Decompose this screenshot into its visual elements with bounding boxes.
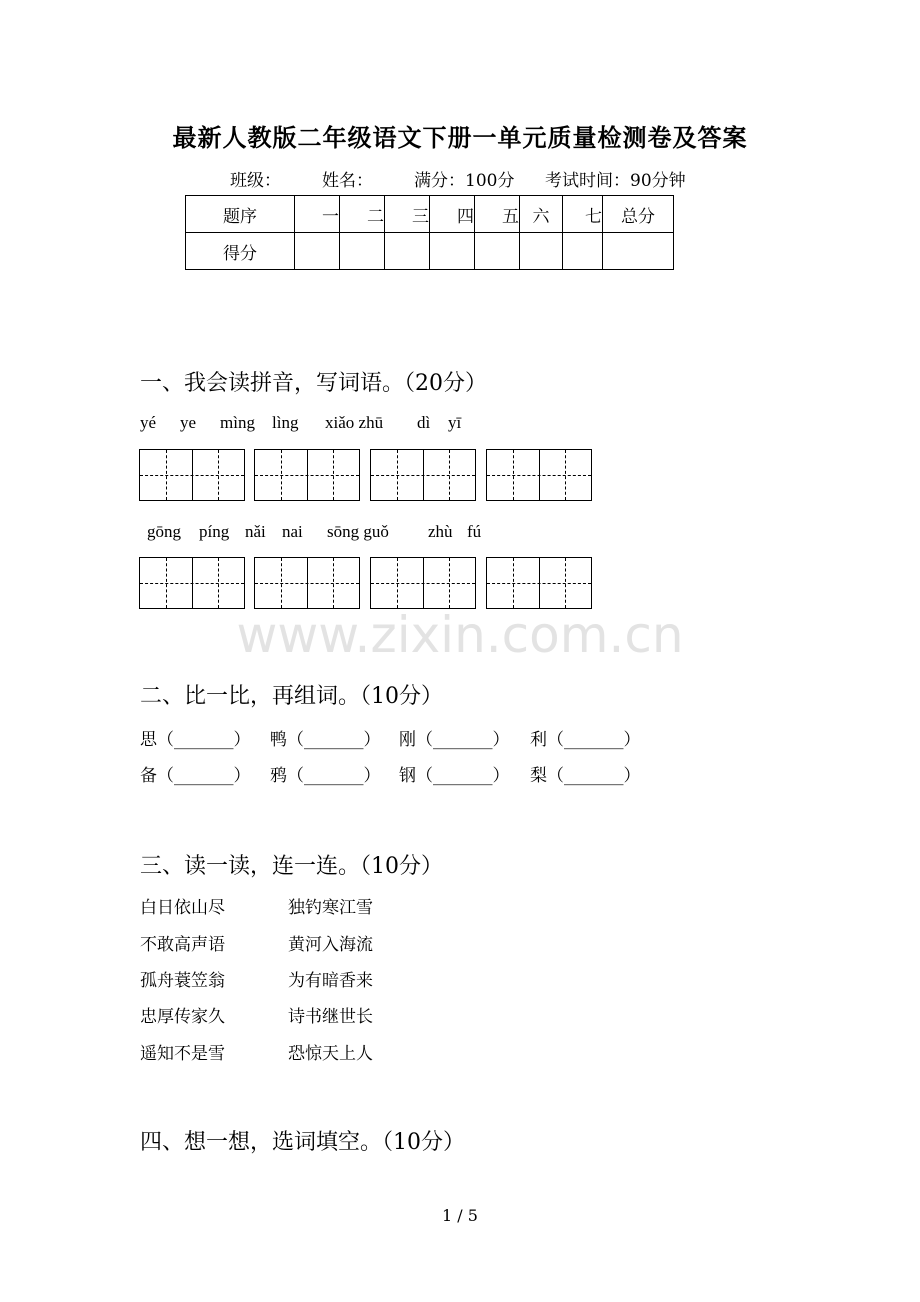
pinyin: lìng <box>272 413 299 432</box>
word-compose-item[interactable]: 刚（_______） <box>399 730 510 750</box>
table-cell: 七 <box>563 196 603 233</box>
word-compose-item[interactable]: 梨（_______） <box>530 766 641 786</box>
name-label: 姓名： <box>322 171 373 191</box>
pinyin: gōng <box>147 522 181 541</box>
score-input-cell <box>340 233 385 270</box>
pinyin: ye <box>180 413 197 432</box>
table-cell: 得分 <box>186 233 295 270</box>
word-compose-item[interactable]: 钢（_______） <box>399 766 510 786</box>
table-cell: 总分 <box>603 196 674 233</box>
writing-grid[interactable] <box>370 449 476 501</box>
poem-line-right[interactable]: 为有暗香来 <box>288 971 373 991</box>
word-compose-item[interactable]: 鸦（_______） <box>270 766 381 786</box>
poem-line-right[interactable]: 恐惊天上人 <box>288 1044 373 1064</box>
score-input-cell <box>295 233 340 270</box>
score-table <box>185 195 674 270</box>
section-2-title: 二、比一比，再组词。（10分） <box>140 684 443 709</box>
pinyin: sōng guǒ <box>327 522 389 541</box>
poem-line-left[interactable]: 不敢高声语 <box>140 935 225 955</box>
section-1-title: 一、我会读拼音，写词语。（20分） <box>140 371 487 396</box>
score-table-score-row <box>186 233 674 270</box>
section-4-title: 四、想一想，选词填空。（10分） <box>140 1130 465 1155</box>
page-title: 最新人教版二年级语文下册一单元质量检测卷及答案 <box>172 123 748 152</box>
writing-grid[interactable] <box>254 557 360 609</box>
poem-line-left[interactable]: 遥知不是雪 <box>140 1044 225 1064</box>
writing-grid[interactable] <box>486 449 592 501</box>
pinyin: dì <box>417 413 431 432</box>
poem-line-right[interactable]: 黄河入海流 <box>288 935 373 955</box>
word-compose-item[interactable]: 备（_______） <box>140 766 251 786</box>
pinyin: nǎi <box>245 522 266 541</box>
score-input-cell <box>385 233 430 270</box>
page-number: 1 / 5 <box>442 1206 478 1225</box>
full-score: 满分：100分 <box>414 171 515 191</box>
word-compose-item[interactable]: 利（_______） <box>530 730 641 750</box>
table-cell: 三 <box>385 196 430 233</box>
score-input-cell <box>520 233 563 270</box>
pinyin: píng <box>199 522 230 541</box>
writing-grid[interactable] <box>486 557 592 609</box>
table-cell: 一 <box>295 196 340 233</box>
poem-line-left[interactable]: 忠厚传家久 <box>140 1007 225 1027</box>
table-cell: 四 <box>430 196 475 233</box>
exam-time: 考试时间：90分钟 <box>545 171 686 191</box>
table-cell: 六 <box>520 196 563 233</box>
word-compose-item[interactable]: 鸭（_______） <box>270 730 381 750</box>
score-input-cell <box>475 233 520 270</box>
writing-grid[interactable] <box>370 557 476 609</box>
score-table-header-row <box>186 196 674 233</box>
pinyin: yī <box>448 413 462 432</box>
pinyin: fú <box>467 522 482 541</box>
poem-line-right[interactable]: 独钓寒江雪 <box>288 898 373 918</box>
poem-line-right[interactable]: 诗书继世长 <box>288 1007 373 1027</box>
table-cell: 五 <box>475 196 520 233</box>
writing-grid[interactable] <box>139 449 245 501</box>
poem-line-left[interactable]: 白日依山尽 <box>140 898 225 918</box>
word-compose-item[interactable]: 思（_______） <box>140 730 251 750</box>
score-input-cell <box>430 233 475 270</box>
watermark: www.zixin.com.cn <box>236 606 684 664</box>
pinyin: mìng <box>220 413 255 432</box>
table-cell: 二 <box>340 196 385 233</box>
pinyin: xiǎo zhū <box>325 413 384 432</box>
table-cell: 题序 <box>186 196 295 233</box>
class-label: 班级： <box>230 171 281 191</box>
poem-line-left[interactable]: 孤舟蓑笠翁 <box>140 971 225 991</box>
score-input-cell <box>563 233 603 270</box>
pinyin: zhù <box>428 522 453 541</box>
pinyin: yé <box>140 413 157 432</box>
writing-grid[interactable] <box>139 557 245 609</box>
section-3-title: 三、读一读，连一连。（10分） <box>140 854 443 879</box>
writing-grid[interactable] <box>254 449 360 501</box>
pinyin: nai <box>282 522 303 541</box>
score-input-cell <box>603 233 674 270</box>
